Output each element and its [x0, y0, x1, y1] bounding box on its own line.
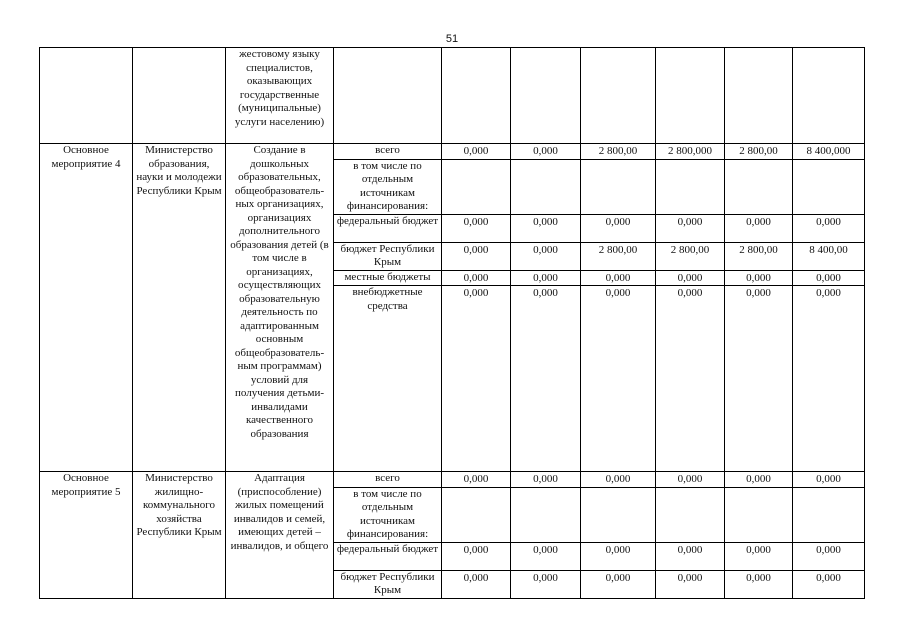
value-cell: 2 800,000 — [656, 144, 725, 160]
value-cell: 0,000 — [581, 542, 656, 570]
value-cell: 0,000 — [442, 286, 511, 472]
source-label: всего — [334, 144, 442, 160]
activity4-row-total — [40, 144, 865, 160]
source-label: бюджет Республики Крым — [334, 242, 442, 270]
value-cell: 8 400,00 — [793, 242, 865, 270]
empty-cell — [725, 159, 793, 214]
empty-cell — [511, 487, 581, 542]
value-cell: 0,000 — [511, 144, 581, 160]
value-cell: 0,000 — [656, 570, 725, 598]
value-cell: 0,000 — [725, 214, 793, 242]
budget-table — [39, 47, 865, 599]
value-cell: 0,000 — [442, 542, 511, 570]
empty-cell — [442, 159, 511, 214]
value-cell: 0,000 — [656, 472, 725, 488]
empty-cell — [656, 487, 725, 542]
value-cell: 0,000 — [442, 242, 511, 270]
value-cell: 0,000 — [793, 214, 865, 242]
value-cell: 2 800,00 — [725, 242, 793, 270]
empty-cell — [581, 159, 656, 214]
empty-cell — [793, 159, 865, 214]
continuation-description: жестовому языку специалистов, оказывающих государственные (муниципальные) услуги населению) — [226, 48, 334, 144]
value-cell: 0,000 — [793, 270, 865, 286]
source-label: внебюджетные средства — [334, 286, 442, 472]
continuation-row — [40, 48, 865, 144]
source-label: федеральный бюджет — [334, 542, 442, 570]
value-cell: 0,000 — [581, 570, 656, 598]
value-cell: 0,000 — [793, 542, 865, 570]
value-cell: 0,000 — [581, 270, 656, 286]
value-cell: 2 800,00 — [725, 144, 793, 160]
empty-cell — [656, 48, 725, 144]
value-cell: 0,000 — [725, 570, 793, 598]
empty-cell — [725, 48, 793, 144]
source-label: всего — [334, 472, 442, 488]
page-number: 51 — [445, 33, 459, 45]
empty-cell — [511, 159, 581, 214]
value-cell: 8 400,000 — [793, 144, 865, 160]
value-cell: 0,000 — [656, 270, 725, 286]
value-cell: 0,000 — [725, 472, 793, 488]
value-cell: 0,000 — [442, 144, 511, 160]
value-cell: 0,000 — [442, 270, 511, 286]
activity4-executor: Министерство образования, науки и молодежи Республики Крым — [133, 144, 226, 472]
value-cell: 0,000 — [725, 286, 793, 472]
source-label: в том числе по отдельным источникам финансирования: — [334, 487, 442, 542]
value-cell: 0,000 — [581, 214, 656, 242]
value-cell: 0,000 — [581, 472, 656, 488]
value-cell: 0,000 — [442, 472, 511, 488]
empty-cell — [581, 487, 656, 542]
value-cell: 2 800,00 — [581, 144, 656, 160]
value-cell: 0,000 — [442, 570, 511, 598]
empty-cell — [133, 48, 226, 144]
value-cell: 0,000 — [511, 472, 581, 488]
empty-cell — [793, 48, 865, 144]
activity5-executor: Министерство жилищно-коммунального хозяйства Республики Крым — [133, 472, 226, 599]
value-cell: 0,000 — [725, 270, 793, 286]
value-cell: 2 800,00 — [581, 242, 656, 270]
value-cell: 0,000 — [511, 542, 581, 570]
empty-cell — [581, 48, 656, 144]
empty-cell — [725, 487, 793, 542]
activity5-description: Адаптация (приспособление) жилых помещений инвалидов и семей, имеющих детей – инвалидов, и общего — [226, 472, 334, 599]
empty-cell — [793, 487, 865, 542]
value-cell: 0,000 — [511, 242, 581, 270]
source-label: местные бюджеты — [334, 270, 442, 286]
value-cell: 0,000 — [725, 542, 793, 570]
activity5-label: Основное мероприятие 5 — [40, 472, 133, 599]
value-cell: 0,000 — [511, 270, 581, 286]
empty-cell — [40, 48, 133, 144]
value-cell: 0,000 — [511, 286, 581, 472]
empty-cell — [442, 48, 511, 144]
empty-cell — [656, 159, 725, 214]
value-cell: 2 800,00 — [656, 242, 725, 270]
source-label: бюджет Республики Крым — [334, 570, 442, 598]
value-cell: 0,000 — [656, 214, 725, 242]
source-label: в том числе по отдельным источникам финансирования: — [334, 159, 442, 214]
activity4-label: Основное мероприятие 4 — [40, 144, 133, 472]
value-cell: 0,000 — [511, 570, 581, 598]
value-cell: 0,000 — [793, 570, 865, 598]
empty-cell — [511, 48, 581, 144]
value-cell: 0,000 — [793, 472, 865, 488]
empty-cell — [442, 487, 511, 542]
value-cell: 0,000 — [793, 286, 865, 472]
activity4-description: Создание в дошкольных образовательных, общеобразователь-ных организациях, организациях дополнительного образования детей (в том числе в организациях, осуществляющих образовательную деятельность по адаптированным основным общеобразователь-ным программам) условий для получения детьми-инвалидами качественного образования — [226, 144, 334, 472]
empty-cell — [334, 48, 442, 144]
value-cell: 0,000 — [581, 286, 656, 472]
activity5-row-total — [40, 472, 865, 488]
value-cell: 0,000 — [511, 214, 581, 242]
value-cell: 0,000 — [442, 214, 511, 242]
source-label: федеральный бюджет — [334, 214, 442, 242]
value-cell: 0,000 — [656, 542, 725, 570]
value-cell: 0,000 — [656, 286, 725, 472]
